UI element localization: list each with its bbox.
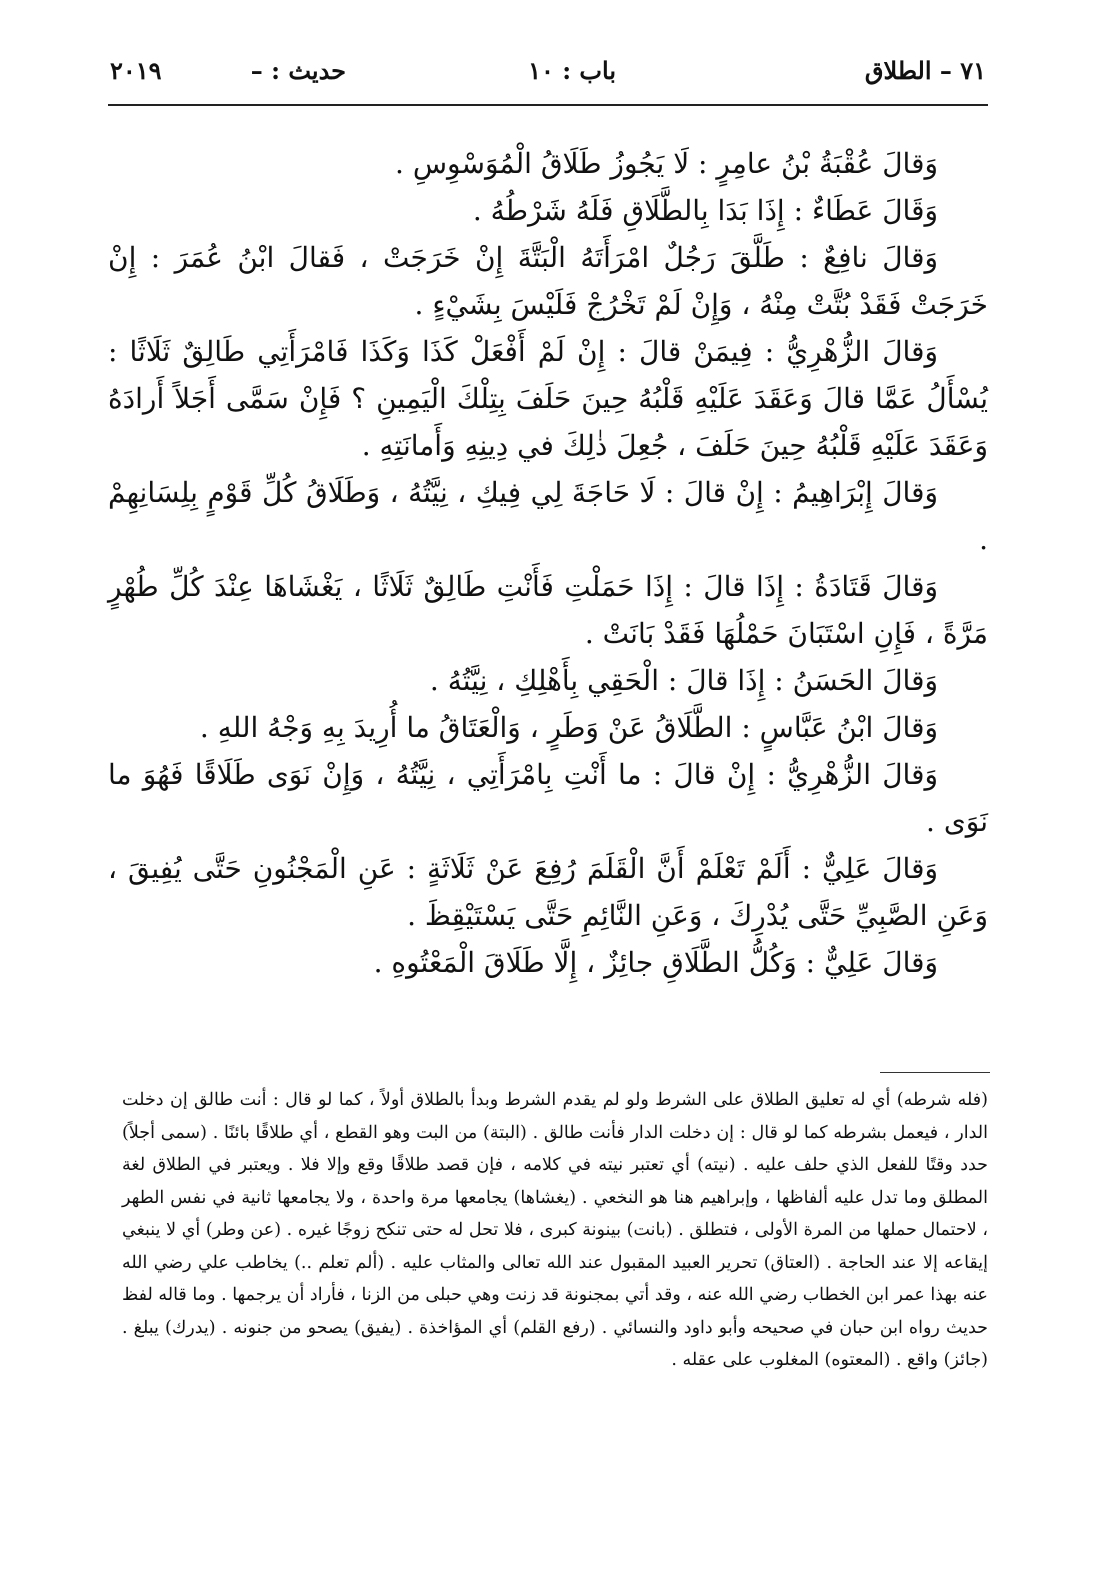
footnotes: [122, 1084, 988, 1377]
paragraph: وَقالَ الزُّهْرِيُّ : فِيمَنْ قالَ : إِنْ لَمْ أَفْعَلْ كَذَا وَكَذَا فَامْرَأَتِي طَالِقٌ ثَلَاثًا : يُسْأَلُ عَمَّا قالَ وَعَقَدَ عَلَيْهِ قَلْبُهُ حِينَ حَلَفَ بِتِلْكَ الْيَمِينِ ؟ فَإِنْ سَمَّى أَجَلاً أَرادَهُ وَعَقَدَ عَلَيْهِ قَلْبُهُ حِينَ حَلَفَ ، جُعِلَ ذٰلِكَ في دِينِهِ وَأَمانَتِهِ .: [108, 335, 988, 462]
paragraph: وَقالَ نافِعٌ : طَلَّقَ رَجُلٌ امْرَأَتَهُ الْبَتَّةَ إِنْ خَرَجَتْ ، فَقالَ ابْنُ عُمَرَ : إِنْ خَرَجَتْ فَقَدْ بُتَّتْ مِنْهُ ، وَإِنْ لَمْ تَخْرُجْ فَلَيْسَ بِشَيْءٍ .: [108, 241, 988, 321]
chapter-title: ٧١ – الطلاق: [864, 56, 986, 85]
page-number: ٢٠١٩: [110, 56, 162, 85]
paragraph: وَقالَ إِبْرَاهِيمُ : إِنْ قالَ : لَا حَاجَةَ لِي فِيكِ ، نِيَّتُهُ ، وَطَلَاقُ كُلِّ قَوْمٍ بِلِسَانِهِمْ .: [108, 476, 988, 556]
footnote-text: (فله شرطه) أي له تعليق الطلاق على الشرط ولو لم يقدم الشرط وبدأ بالطلاق أولاً ، كما لو قال : أنت طالق إن دخلت الدار ، فيعمل بشرطه كما لو قال : إن دخلت الدار فأنت طالق . (البتة) من البت وهو القطع ، أي طلاقًا بائنًا . (سمى أجلاً) حدد وقتًا للفعل الذي حلف عليه . (نيته) أي تعتبر نيته في كلامه ، فإن قصد طلاقًا وقع وإلا فلا . ويعتبر في الطلاق لغة المطلق وما تدل عليه ألفاظها ، وإبراهيم هنا هو النخعي . (يغشاها) يجامعها مرة واحدة ، ولا يجامعها ثانية في نفس الطهر ، لاحتمال حملها من المرة الأولى ، فتطلق . (بانت) بينونة كبرى ، فلا تحل له حتى تنكح زوجًا غيره . (عن وطر) أي لا ينبغي إيقاعه إلا عند الحاجة . (العتاق) تحرير العبيد المقبول عند الله تعالى والمثاب عليه . (ألم تعلم ..) يخاطب علي رضي الله عنه بهذا عمر ابن الخطاب رضي الله عنه ، وقد أتي بمجنونة قد زنت وهي حبلى من الزنا ، فأراد أن يرجمها . وما قاله لفظ حديث رواه ابن حبان في صحيحه وأبو داود والنسائي . (رفع القلم) أي المؤاخذة . (يفيق) يصحو من جنونه . (يدرك) يبلغ . (جائز) واقع . (المعتوه) المغلوب على عقله .: [122, 1090, 988, 1370]
hadith-label: حديث : –: [250, 56, 346, 85]
main-text: [108, 140, 988, 986]
paragraph: وَقَالَ عَطَاءٌ : إِذَا بَدَا بِالطَّلَاقِ فَلَهُ شَرْطُهُ .: [472, 194, 938, 227]
paragraph: وَقالَ ابْنُ عَبَّاسٍ : الطَّلَاقُ عَنْ وَطَرٍ ، وَالْعَتَاقُ ما أُرِيدَ بِهِ وَجْهُ اللهِ .: [199, 711, 938, 744]
paragraph: وَقالَ عُقْبَةُ بْنُ عامِرٍ : لَا يَجُوزُ طَلَاقُ الْمُوَسْوِسِ .: [395, 147, 938, 180]
paragraph: وَقالَ عَلِيٌّ : أَلَمْ تَعْلَمْ أَنَّ الْقَلَمَ رُفِعَ عَنْ ثَلَاثَةٍ : عَنِ الْمَجْنُونِ حَتَّى يُفِيقَ ، وَعَنِ الصَّبِيِّ حَتَّى يُدْرِكَ ، وَعَنِ النَّائِمِ حَتَّى يَسْتَيْقِظَ .: [108, 852, 988, 932]
header-rule: [108, 104, 988, 106]
running-header: [110, 56, 986, 96]
paragraph: وَقالَ الحَسَنُ : إِذَا قالَ : الْحَقِي بِأَهْلِكِ ، نِيَّتُهُ .: [429, 664, 938, 697]
paragraph: وَقالَ قَتَادَةُ : إِذَا قالَ : إِذَا حَمَلْتِ فَأَنْتِ طَالِقٌ ثَلَاثًا ، يَغْشَاهَا عِنْدَ كُلِّ طُهْرٍ مَرَّةً ، فَإِنِ اسْتَبَانَ حَمْلُهَا فَقَدْ بَانَتْ .: [108, 570, 988, 650]
paragraph: وَقالَ عَلِيٌّ : وَكُلُّ الطَّلَاقِ جائِزٌ ، إِلَّا طَلَاقَ الْمَعْتُوهِ .: [373, 946, 938, 979]
footnote-separator: [880, 1072, 990, 1073]
bab-number: باب : ١٠: [528, 56, 616, 85]
paragraph: وَقالَ الزُّهْرِيُّ : إِنْ قالَ : ما أَنْتِ بِامْرَأَتِي ، نِيَّتُهُ ، وَإِنْ نَوَى طَلَاقًا فَهُوَ ما نَوَى .: [108, 758, 988, 838]
